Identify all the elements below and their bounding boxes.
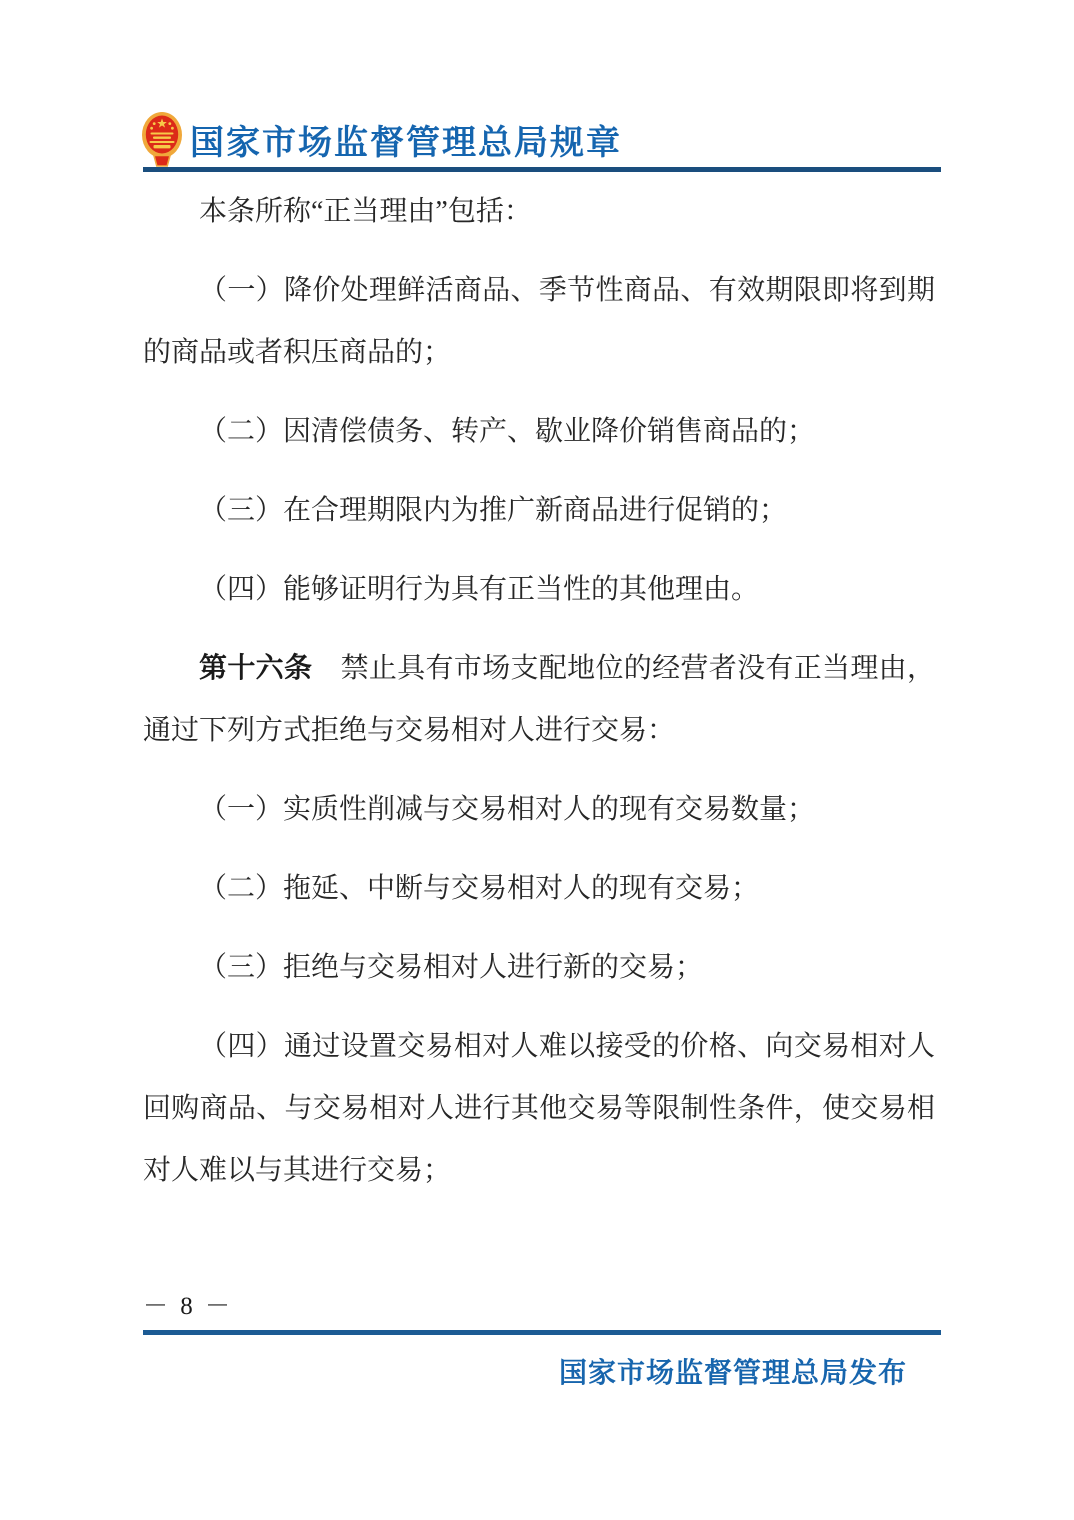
paragraph-text: （三）在合理期限内为推广新商品进行促销的；: [199, 495, 788, 526]
paragraph: [143, 857, 935, 920]
paragraph: [143, 558, 935, 621]
publisher-label: 国家市场监督管理总局发布: [558, 1358, 907, 1389]
china-national-emblem-icon: [141, 111, 183, 167]
paragraph-text: （二）因清偿债务、转产、歇业降价销售商品的；: [199, 416, 816, 447]
paragraph-text: （四）能够证明行为具有正当性的其他理由。: [199, 574, 760, 605]
paragraph-text: （三）拒绝与交易相对人进行新的交易；: [199, 952, 704, 983]
paragraph-article-16: [143, 637, 935, 762]
paragraph: [143, 936, 935, 999]
document-header-title: 国家市场监督管理总局规章: [190, 123, 622, 162]
document-header: [141, 110, 941, 168]
paragraph: [143, 479, 935, 542]
paragraph-text: 禁止具有市场支配地位的经营者没有正当理由，通过下列方式拒绝与交易相对人进行交易：: [143, 653, 935, 746]
paragraph-text: （一）降价处理鲜活商品、季节性商品、有效期限即将到期的商品或者积压商品的；: [143, 275, 935, 368]
paragraph-text: （一）实质性削减与交易相对人的现有交易数量；: [199, 794, 816, 825]
document-body: [143, 180, 935, 1218]
paragraph: [143, 1015, 935, 1202]
article-number: 第十六条: [199, 652, 313, 683]
paragraph-text: （四）通过设置交易相对人难以接受的价格、向交易相对人回购商品、与交易相对人进行其他交易等限制性条件，使交易相对人难以与其进行交易；: [143, 1031, 935, 1186]
footer-divider-rule: [143, 1330, 941, 1335]
paragraph-text: 本条所称“正当理由”包括：: [199, 196, 532, 227]
paragraph-text: （二）拖延、中断与交易相对人的现有交易；: [199, 873, 760, 904]
paragraph: [143, 400, 935, 463]
paragraph: [143, 778, 935, 841]
page-number: － 8 －: [143, 1293, 234, 1320]
paragraph: [143, 180, 935, 243]
paragraph: [143, 259, 935, 384]
header-divider-rule: [143, 167, 941, 172]
